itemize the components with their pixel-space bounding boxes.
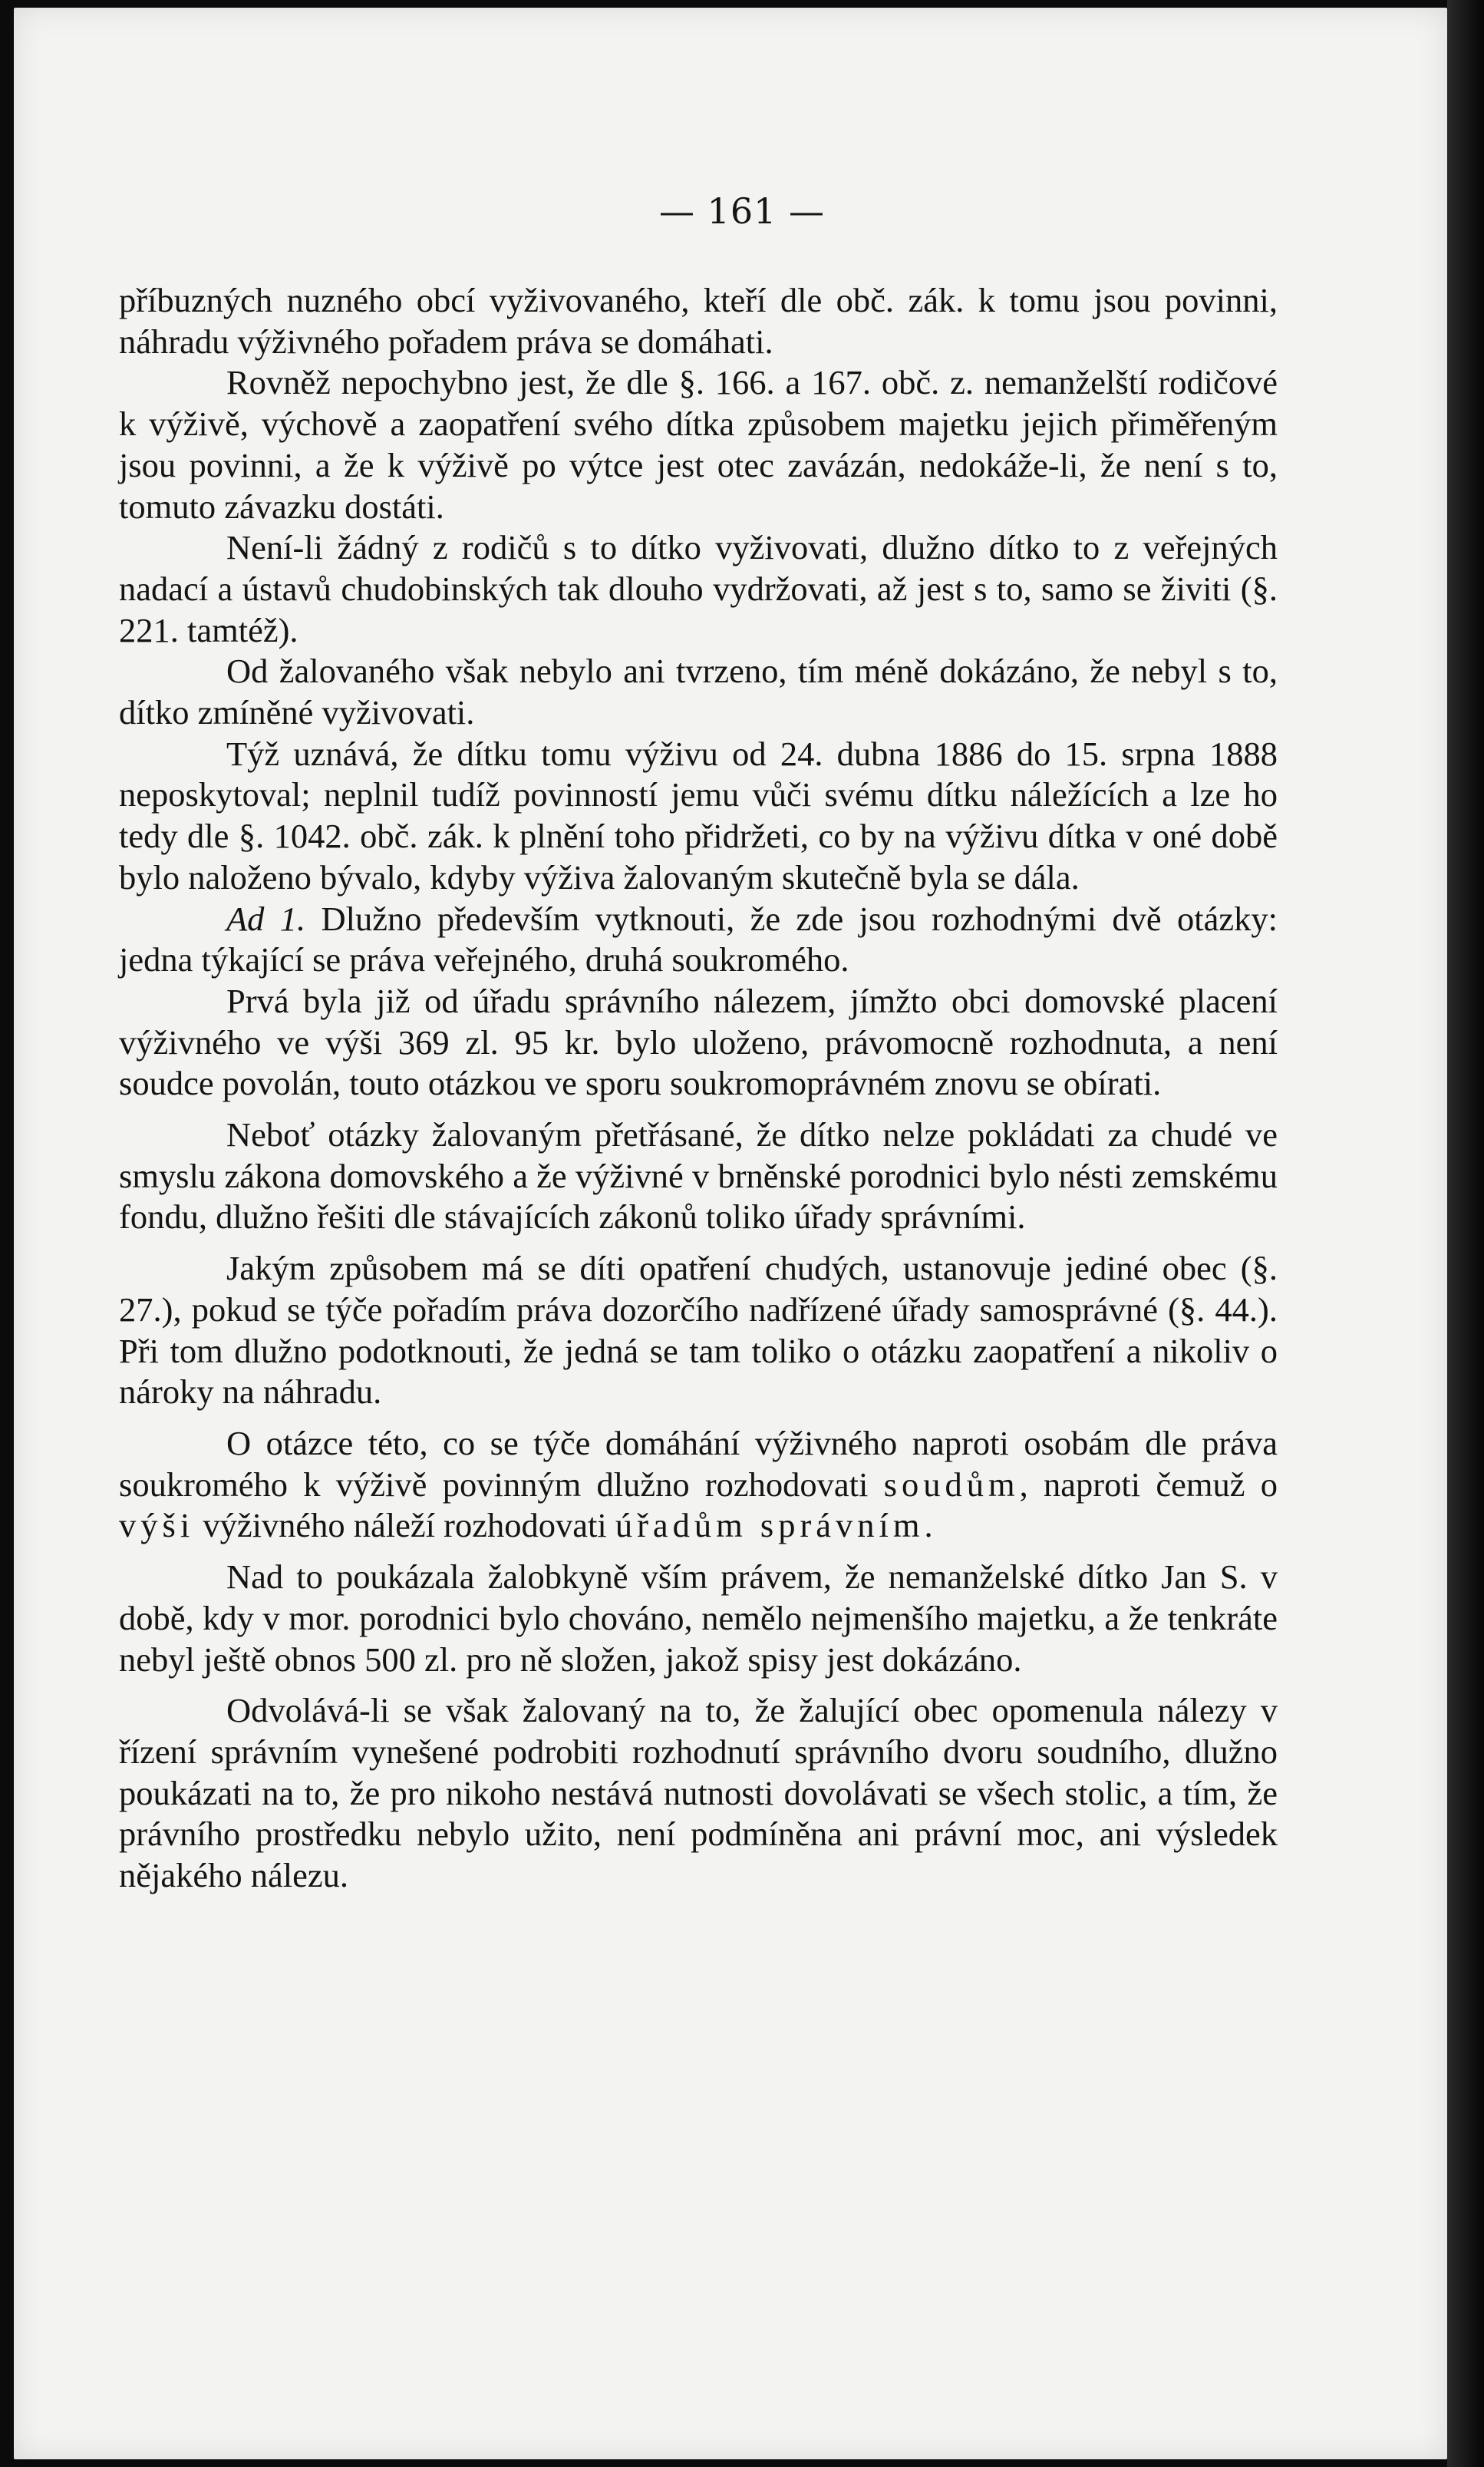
paragraph-10-part-d: .	[924, 1506, 933, 1545]
paragraph-2: Rovněž nepochybno jest, že dle §. 166. a 167. obč. z. nemanželští rodičové k výživě, výchově a zaopatření svého dítka způsobem majetku jejich přiměřeným jsou povinni, a že k výživě po výtce jest otec zavázán, nedokáže-li, že není s to, tomuto závazku dostáti.	[119, 363, 1278, 526]
paragraph-5: Týž uznává, že dítku tomu výživu od 24. dubna 1886 do 15. srpna 1888 neposkytoval; neplnil tudíž povinností jemu vůči svému dítku náležících a lze ho tedy dle §. 1042. obč. zák. k plnění toho přidržeti, co by na výživu dítka v oné době bylo naloženo bývalo, kdyby výživa žalovaným skutečně byla se dála.	[119, 734, 1278, 897]
paragraph-7: Prvá byla již od úřadu správního nálezem, jímžto obci domovské placení výživného ve výši 369 zl. 95 kr. bylo uloženo, právomocně rozhodnuta, a není soudce povolán, touto otázkou ve sporu soukromoprávném znovu se obírati.	[119, 981, 1278, 1103]
paragraph-10-part-b: , naproti čemuž o	[1019, 1465, 1278, 1504]
paragraph-6-text: Dlužno především vytknouti, že zde jsou rozhodnými dvě otázky: jedna týkající se práva veřejného, druhá soukromého.	[119, 899, 1278, 979]
paragraph-10-spaced-a: soudům	[883, 1465, 1020, 1504]
body-text	[119, 280, 1278, 1897]
paragraph-10-part-c: výživného náleží rozhodovati	[194, 1506, 615, 1545]
paragraph-8: Neboť otázky žalovaným přetřásané, že dítko nelze pokládati za chudé ve smyslu zákona domovského a že výživné v brněnské porodnici bylo nésti zemskému fondu, dlužno řešiti dle stávajících zákonů toliko úřady správními.	[119, 1115, 1278, 1237]
paragraph-4: Od žalovaného však nebylo ani tvrzeno, tím méně dokázáno, že nebyl s to, dítko zmíněné vyživovati.	[119, 652, 1278, 732]
paragraph-10	[119, 1423, 1278, 1547]
paragraph-10-spaced-c: úřadům správním	[615, 1506, 925, 1545]
paragraph-12: Odvolává-li se však žalovaný na to, že žalující obec opomenula nálezy v řízení správním vynešené podrobiti rozhodnutí správního dvoru soudního, dlužno poukázati na to, že pro nikoho nestává nutnosti dovolávati se všech stolic, a tím, že právního prostředku nebylo užito, není podmíněna ani právní moc, ani výsledek nějakého nálezu.	[119, 1691, 1278, 1895]
page-edge-shadow	[1447, 0, 1484, 2467]
paragraph-3: Není-li žádný z rodičů s to dítko vyživovati, dlužno dítko to z veřejných nadací a ústavů chudobinských tak dlouho vydržovati, až jest s to, samo se živiti (§. 221. tamtéž).	[119, 528, 1278, 649]
paragraph-1: příbuzných nuzného obcí vyživovaného, kteří dle obč. zák. k tomu jsou povinni, náhradu výživného pořadem práva se domáhati.	[119, 281, 1278, 361]
paragraph-9: Jakým způsobem má se díti opatření chudých, ustanovuje jediné obec (§. 27.), pokud se týče pořadím práva dozorčího nadřízené úřady samosprávné (§. 44.). Při tom dlužno podotknouti, že jedná se tam toliko o otázku zaopatření a nikoliv o nároky na náhradu.	[119, 1249, 1278, 1412]
page-number: — 161 —	[658, 190, 826, 232]
paragraph-10-spaced-b: výši	[119, 1506, 195, 1545]
paragraph-11: Nad to poukázala žalobkyně vším právem, že nemanželské dítko Jan S. v době, kdy v mor. porodnici bylo chováno, nemělo nejmenšího majetku, a že tenkráte nebyl ještě obnos 500 zl. pro ně složen, jakož spisy jest dokázáno.	[119, 1557, 1278, 1679]
paragraph-6	[119, 899, 1278, 981]
paragraph-6-lead: Ad 1.	[226, 899, 306, 938]
paragraph-10-part-a: O otázce této, co se týče domáhání výživného naproti osobám dle práva soukromého k výživě povinným dlužno rozhodovati	[119, 1423, 1278, 1504]
